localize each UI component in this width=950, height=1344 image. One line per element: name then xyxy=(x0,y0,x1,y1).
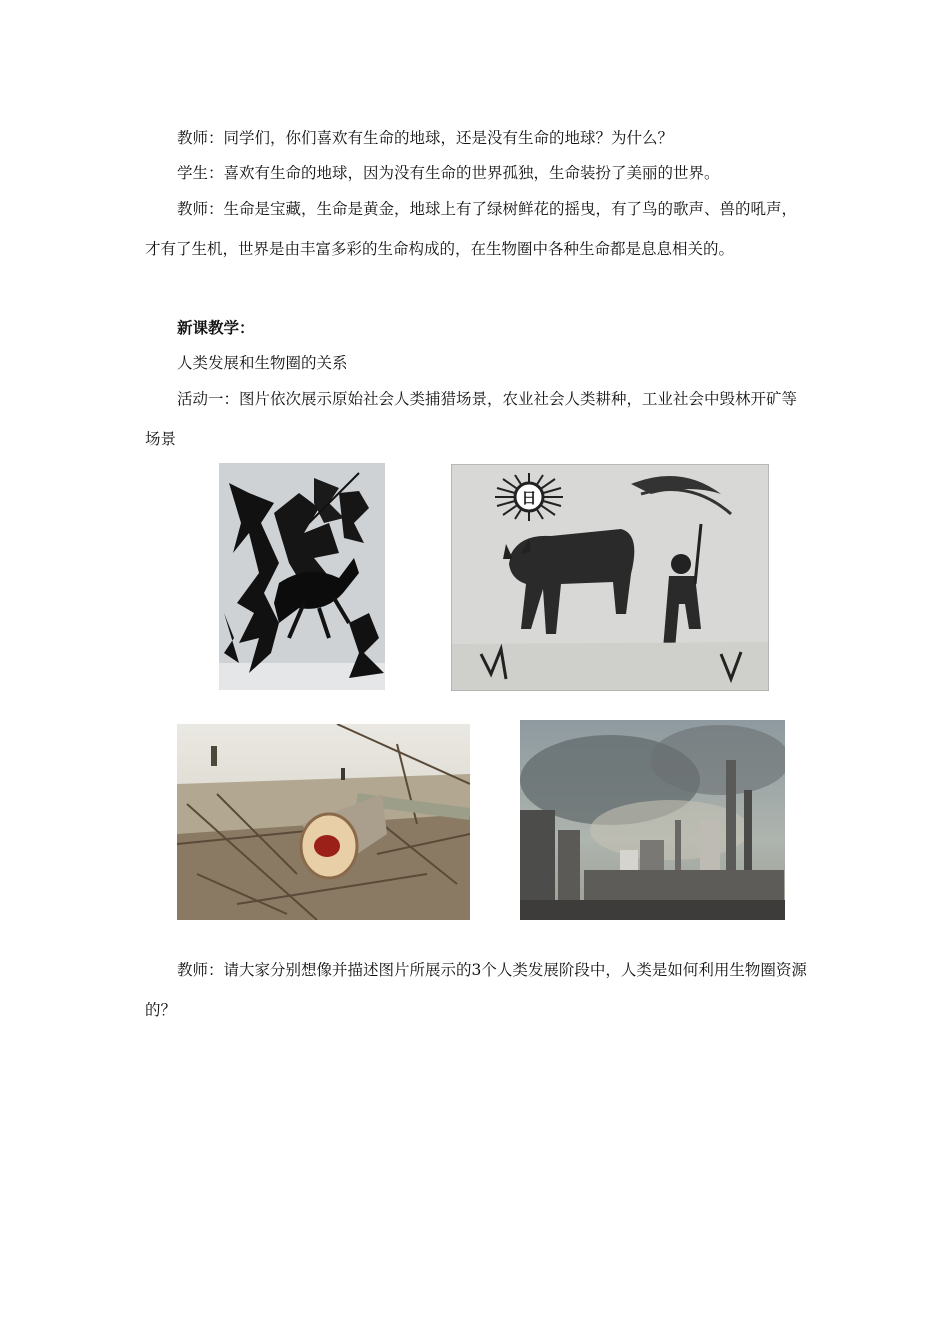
section-subheading: 人类发展和生物圈的关系 xyxy=(177,354,348,372)
sun-character: 日 xyxy=(521,489,537,507)
farming-scene-image xyxy=(451,464,769,691)
dialogue-student-1: 学生：喜欢有生命的地球，因为没有生命的世界孤独，生命装扮了美丽的世界。 xyxy=(177,164,720,182)
section-heading: 新课教学： xyxy=(177,319,255,337)
dialogue-teacher-2: 教师：生命是宝藏，生命是黄金，地球上有了绿树鲜花的摇曳，有了鸟的歌声、兽的吼声，才有了生机，世界是由丰富多彩的生命构成的，在生物圈中各种生命都是息息相关的。 xyxy=(145,200,798,258)
activity-description: 活动一：图片依次展示原始社会人类捕猎场景，农业社会人类耕种，工业社会中毁林开矿等场景 xyxy=(145,390,798,448)
deforestation-image xyxy=(177,724,470,920)
hunting-scene-image xyxy=(219,463,385,690)
teacher-question: 教师：请大家分别想像并描述图片所展示的3个人类发展阶段中，人类是如何利用生物圈资源的？ xyxy=(145,961,807,1019)
dialogue-teacher-1: 教师：同学们，你们喜欢有生命的地球，还是没有生命的地球？为什么？ xyxy=(177,129,674,147)
industrial-pollution-image xyxy=(520,720,785,920)
